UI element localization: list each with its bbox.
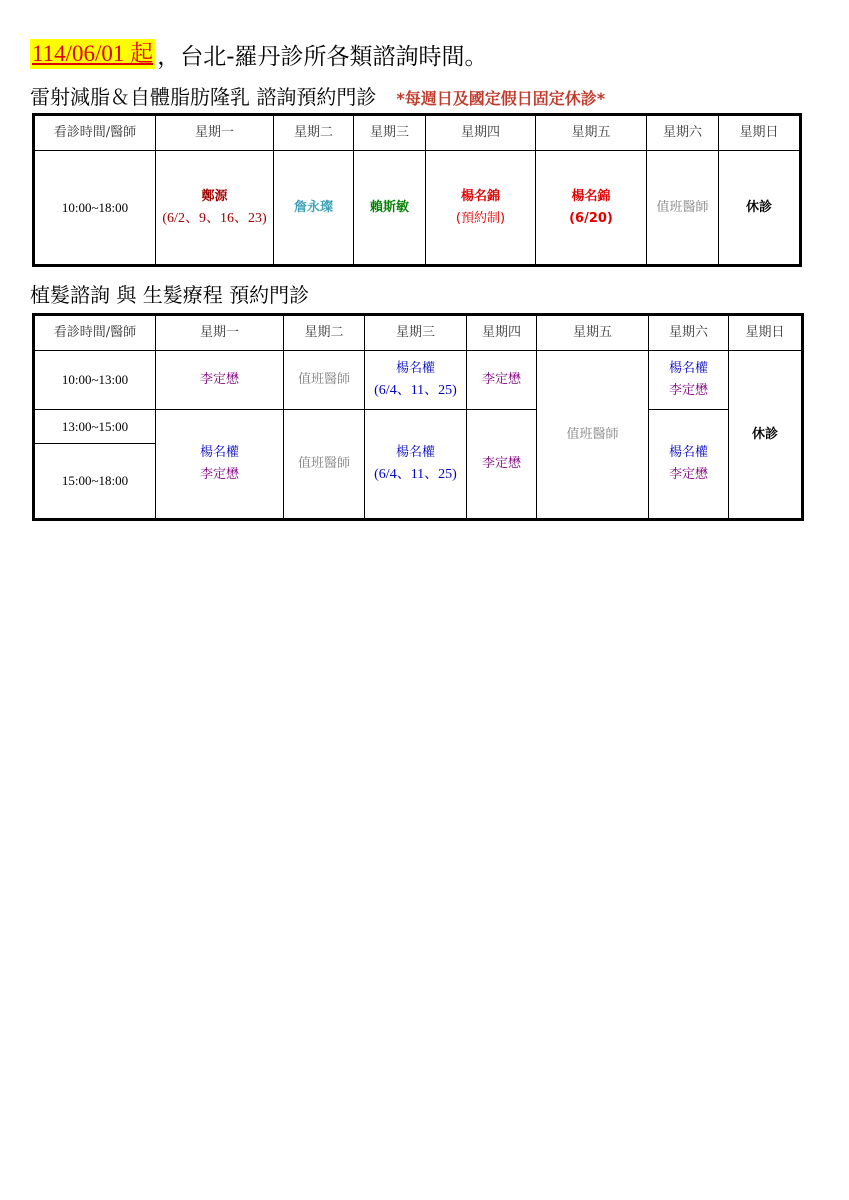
header-cell: 星期六 — [649, 315, 729, 351]
schedule-cell-wed: 賴斯敏 — [354, 151, 426, 266]
appointment-note: (預約制) — [455, 210, 506, 226]
doctor-name: 楊名錦 — [571, 188, 611, 204]
section1-heading — [30, 84, 605, 112]
doctor-dates: (6/4、11、25) — [374, 467, 457, 482]
schedule-cell-tue: 詹永璨 — [274, 151, 354, 266]
table-row — [34, 410, 803, 444]
header-cell: 星期日 — [719, 115, 801, 151]
hair-schedule-table — [32, 313, 804, 521]
header-cell: 星期一 — [156, 315, 284, 351]
header-cell: 看診時間/醫師 — [34, 115, 156, 151]
doctor-name: 楊名權 — [668, 445, 708, 460]
header-cell: 看診時間/醫師 — [34, 315, 156, 351]
schedule-cell-wed — [365, 351, 467, 410]
header-cell: 星期三 — [354, 115, 426, 151]
doctor-dates: (6/2、9、16、23) — [162, 210, 267, 226]
schedule-cell-thu: 李定懋 — [467, 410, 537, 520]
doctor-dates: (6/20) — [569, 210, 613, 226]
time-slot: 10:00~18:00 — [34, 151, 156, 266]
schedule-cell-sat: 值班醫師 — [647, 151, 719, 266]
doctor-name: 楊名錦 — [460, 188, 500, 204]
doctor-name: 鄭源 — [201, 188, 228, 204]
doctor-name: 李定懋 — [199, 467, 239, 482]
section2-heading: 植髮諮詢 與 生髮療程 預約門診 — [30, 283, 310, 307]
section1-heading-text: 雷射減脂＆自體脂肪隆乳 諮詢預約門診 — [30, 85, 377, 109]
schedule-cell-mon — [156, 151, 274, 266]
header-cell: 星期一 — [156, 115, 274, 151]
header-cell: 星期四 — [467, 315, 537, 351]
table-header-row — [34, 315, 803, 351]
header-cell: 星期三 — [365, 315, 467, 351]
header-cell: 星期二 — [274, 115, 354, 151]
doctor-name: 李定懋 — [668, 383, 708, 398]
time-slot: 13:00~15:00 — [34, 410, 156, 444]
schedule-cell-wed — [365, 410, 467, 520]
schedule-cell-tue: 值班醫師 — [284, 351, 365, 410]
schedule-cell-sat — [649, 351, 729, 410]
schedule-cell-sun: 休診 — [719, 151, 801, 266]
schedule-cell-tue: 值班醫師 — [284, 410, 365, 520]
page-title — [30, 36, 488, 72]
doctor-name: 李定懋 — [668, 467, 708, 482]
effective-date: 114/06/01 起 — [30, 39, 155, 69]
header-cell: 星期日 — [729, 315, 803, 351]
schedule-cell-sat — [649, 410, 729, 520]
table-row — [34, 151, 801, 266]
laser-lipo-schedule-table — [32, 113, 802, 267]
header-cell: 星期五 — [537, 315, 649, 351]
time-slot: 10:00~13:00 — [34, 351, 156, 410]
closure-note: *每週日及國定假日固定休診* — [396, 89, 606, 108]
schedule-cell-thu: 李定懋 — [467, 351, 537, 410]
header-cell: 星期四 — [426, 115, 536, 151]
table-header-row — [34, 115, 801, 151]
schedule-cell-thu — [426, 151, 536, 266]
title-text: ，台北-羅丹診所各類諮詢時間。 — [157, 43, 488, 70]
header-cell: 星期五 — [536, 115, 647, 151]
header-cell: 星期二 — [284, 315, 365, 351]
table-row — [34, 351, 803, 410]
time-slot: 15:00~18:00 — [34, 444, 156, 520]
schedule-cell-sun: 休診 — [729, 351, 803, 520]
doctor-name: 楊名權 — [199, 445, 239, 460]
doctor-name: 楊名權 — [395, 361, 435, 376]
schedule-cell-mon: 李定懋 — [156, 351, 284, 410]
header-cell: 星期六 — [647, 115, 719, 151]
doctor-name: 楊名權 — [668, 361, 708, 376]
schedule-cell-fri: 值班醫師 — [537, 351, 649, 520]
schedule-cell-mon — [156, 410, 284, 520]
schedule-cell-fri — [536, 151, 647, 266]
doctor-dates: (6/4、11、25) — [374, 383, 457, 398]
doctor-name: 楊名權 — [395, 445, 435, 460]
